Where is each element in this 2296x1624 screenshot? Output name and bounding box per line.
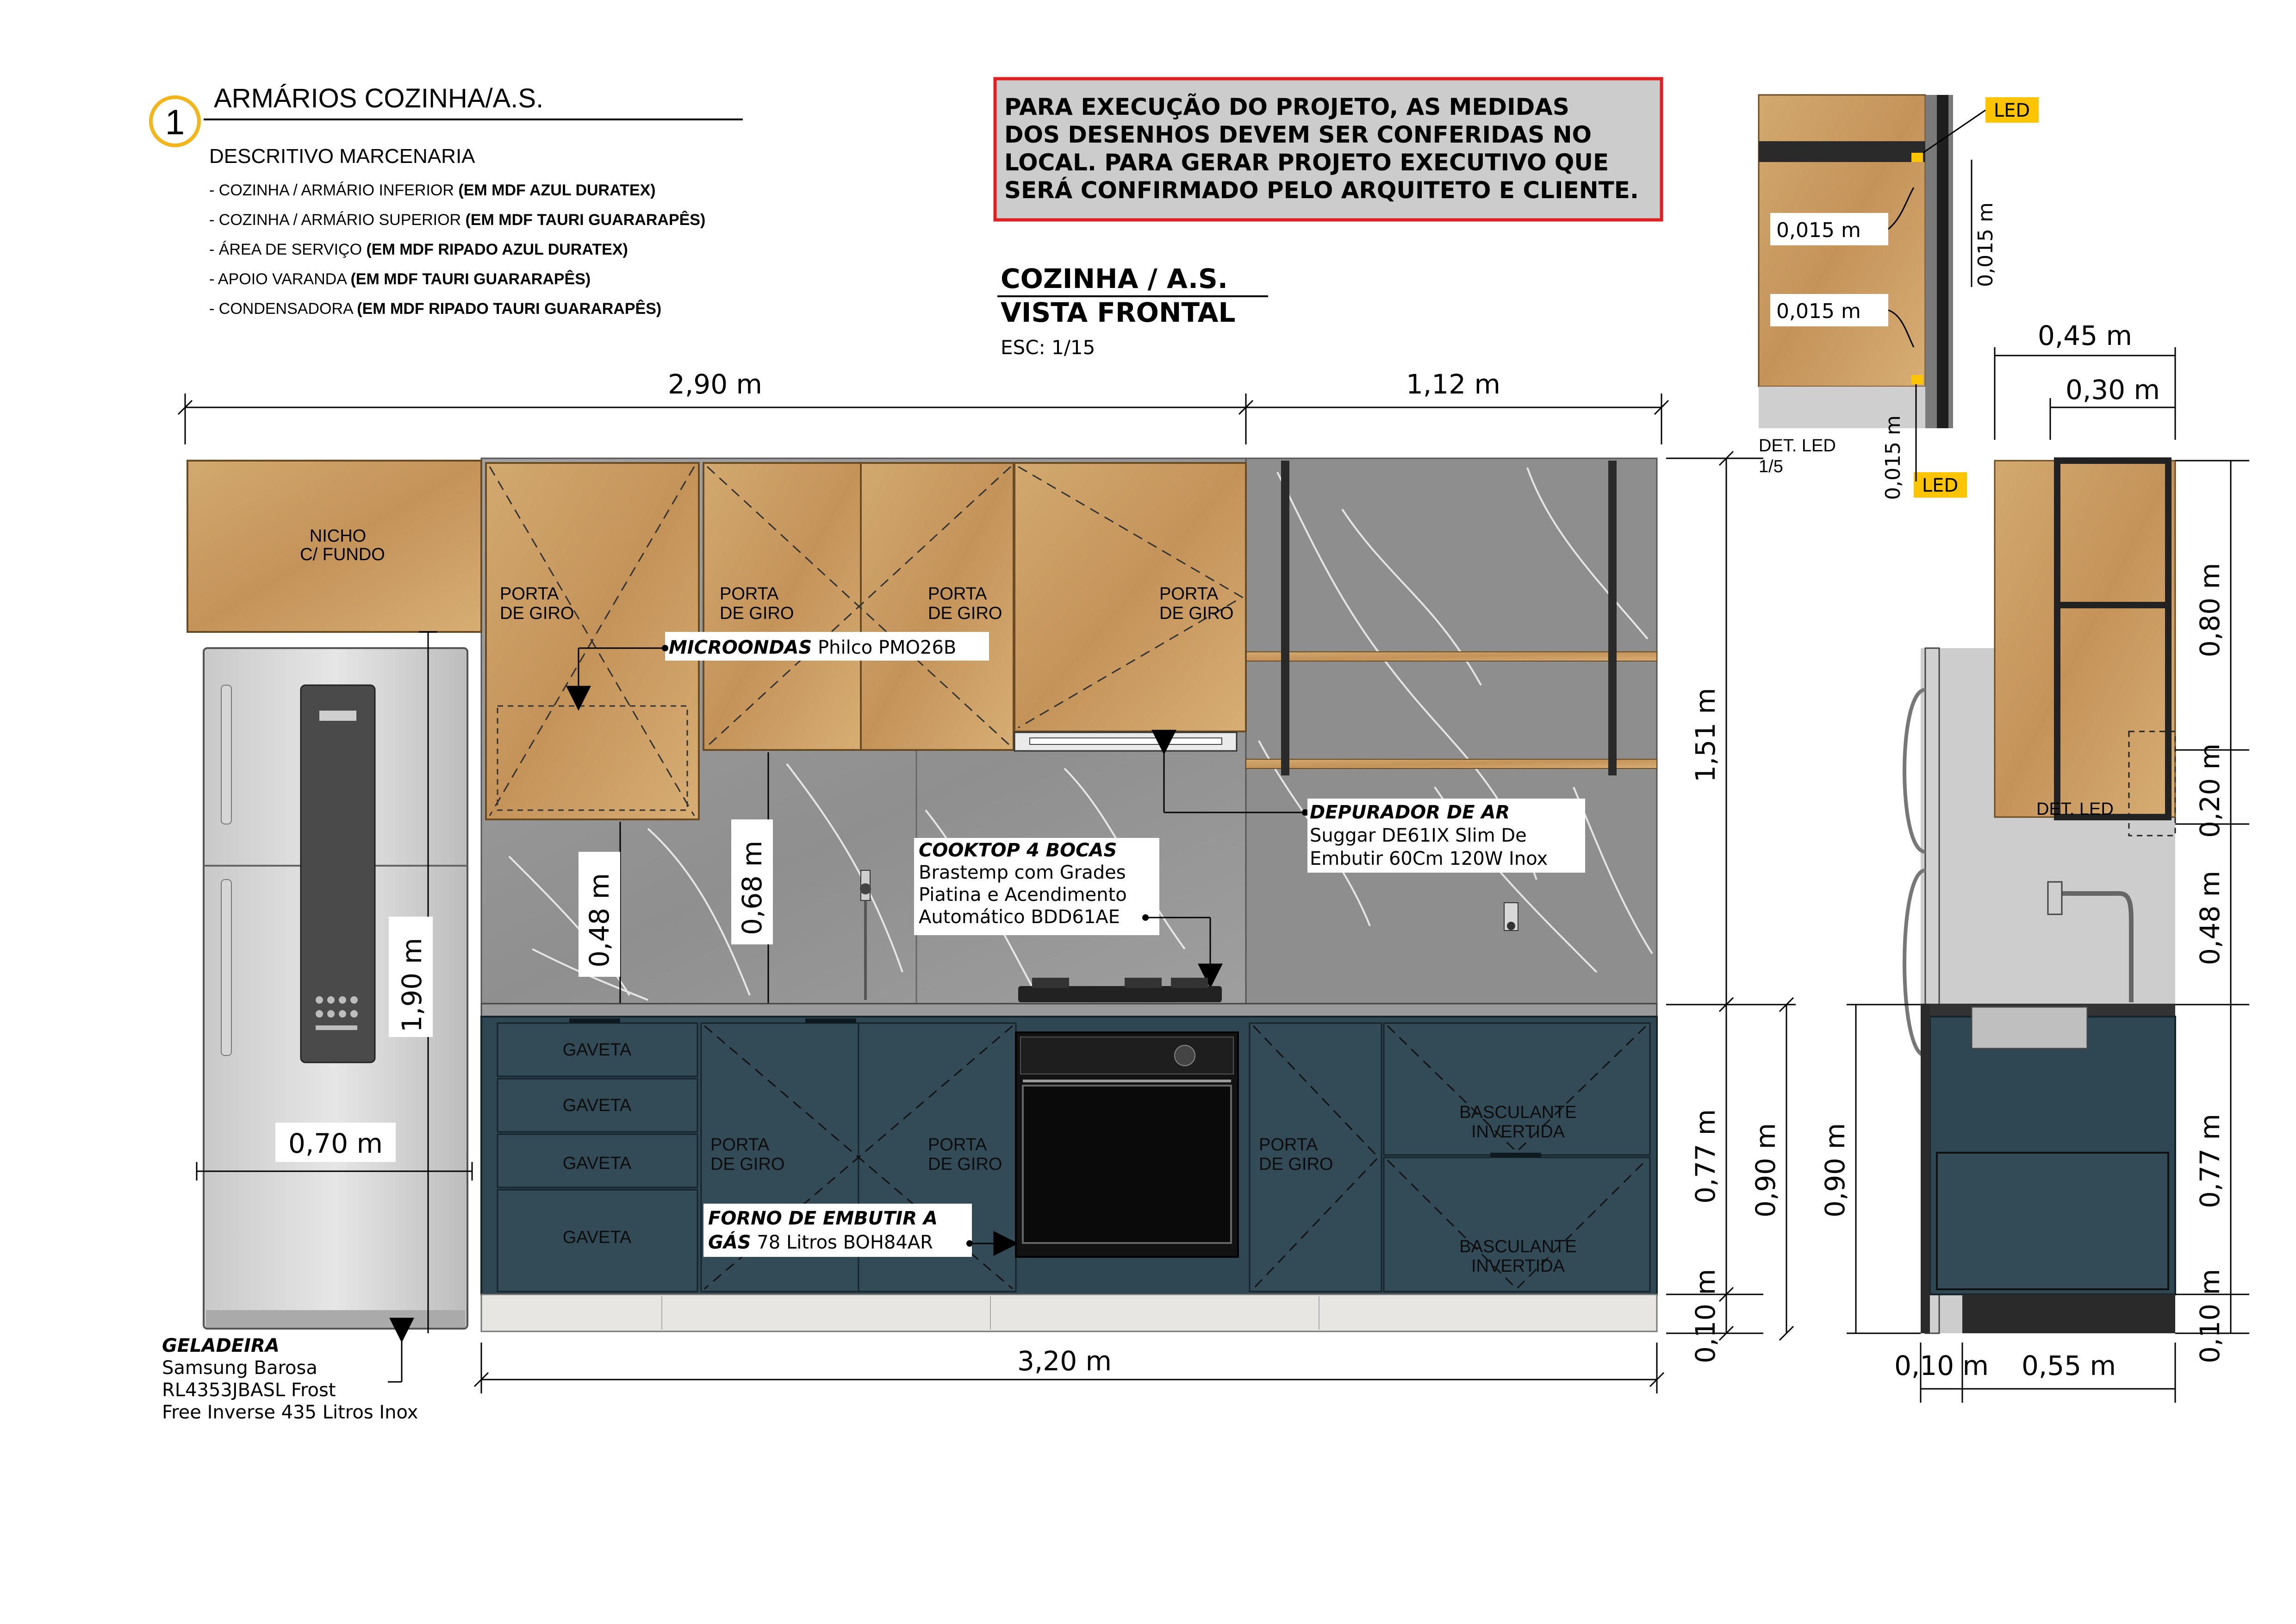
- shelf-bracket: [1608, 461, 1617, 775]
- side-drawer: [1937, 1153, 2168, 1289]
- header-title: ARMÁRIOS COZINHA/A.S.: [214, 83, 544, 113]
- dimension-top: [178, 394, 1668, 444]
- detail-dim: 0,015 m: [1881, 415, 1905, 500]
- door-label: DE GIRO: [1159, 604, 1234, 623]
- callout-text: Suggar DE61IX Slim De: [1310, 825, 1527, 846]
- basculante-label: BASCULANTE: [1459, 1237, 1577, 1256]
- basculante-label: INVERTIDA: [1471, 1256, 1565, 1276]
- drawer-label: GAVETA: [562, 1096, 632, 1115]
- side-dim-077: 0,77 m: [2194, 1113, 2226, 1208]
- side-dim-020: 0,20 m: [2194, 743, 2226, 838]
- dim-lower-090: 0,90 m: [1750, 1123, 1781, 1218]
- detail-dim: 0,015 m: [1974, 202, 1997, 287]
- notice-line: LOCAL. PARA GERAR PROJETO EXECUTIVO QUE: [1004, 149, 1609, 176]
- shelf-bracket: [1281, 461, 1289, 775]
- plinth: [481, 1294, 1657, 1331]
- dim-plinth-010: 0,10 m: [1690, 1268, 1721, 1363]
- dim-backsplash-048: 0,48 m: [584, 873, 615, 968]
- drawer-label: GAVETA: [562, 1154, 632, 1173]
- fridge-display-logo: [319, 711, 356, 721]
- header-item: - ÁREA DE SERVIÇO (EM MDF RIPADO AZUL DURATEX): [209, 241, 628, 258]
- callout-text: Embutir 60Cm 120W Inox: [1310, 848, 1548, 869]
- view-number: 1: [165, 103, 185, 142]
- callout-text: GÁS 78 Litros BOH84AR: [708, 1232, 933, 1253]
- led-detail: [1759, 95, 2039, 500]
- side-dim-w055: 0,55 m: [2021, 1350, 2116, 1381]
- callout-text: Free Inverse 435 Litros Inox: [162, 1402, 418, 1423]
- side-dim-010: 0,10 m: [2194, 1268, 2226, 1363]
- view-title-line2: VISTA FRONTAL: [1001, 297, 1236, 328]
- oven-panel: [1020, 1037, 1233, 1074]
- door-label: DE GIRO: [928, 604, 1002, 623]
- countertop: [481, 1004, 1657, 1017]
- door-label: PORTA: [720, 584, 779, 604]
- door-label: PORTA: [1259, 1135, 1318, 1155]
- lower-cabinets: [481, 1017, 1657, 1294]
- detail-label: DET. LED: [1759, 436, 1836, 456]
- side-plinth: [1962, 1294, 2175, 1333]
- range-hood-slot: [1030, 738, 1222, 744]
- side-panel: [1921, 1004, 1930, 1333]
- header-item: - COZINHA / ARMÁRIO INFERIOR (EM MDF AZUL DURATEX): [209, 181, 656, 199]
- side-dim-048: 0,48 m: [2194, 870, 2226, 965]
- outlet-icon: [1504, 903, 1518, 931]
- dim-upper-height: 1,51 m: [1690, 687, 1721, 782]
- shelf: [1246, 652, 1657, 661]
- door-label: DE GIRO: [1259, 1155, 1333, 1174]
- side-dim-045: 0,45 m: [2037, 320, 2133, 351]
- led-label: LED: [1993, 100, 2030, 121]
- view-scale: ESC: 1/15: [1001, 336, 1095, 359]
- callout-text: RL4353JBASL Frost: [162, 1380, 336, 1401]
- led-strip: [1911, 153, 1923, 162]
- dim-bottom: 3,20 m: [1017, 1345, 1112, 1377]
- header-items: [209, 181, 705, 318]
- view-title: [997, 263, 1268, 359]
- callout-text: Automático BDD61AE: [919, 906, 1120, 928]
- drawer-label: GAVETA: [562, 1228, 632, 1247]
- door-label: DE GIRO: [500, 604, 574, 623]
- notice-box: [995, 79, 1661, 220]
- door-label: DE GIRO: [720, 604, 794, 623]
- door-label: DE GIRO: [928, 1155, 1002, 1174]
- dim-fridge-width: 0,70 m: [288, 1128, 383, 1159]
- led-label: LED: [1922, 475, 1959, 496]
- notice-line: SERÁ CONFIRMADO PELO ARQUITETO E CLIENTE.: [1004, 177, 1639, 204]
- side-dim-090: 0,90 m: [1819, 1123, 1851, 1218]
- fridge-display-panel: [301, 685, 375, 1062]
- detail-frame: [1937, 95, 1948, 428]
- nicho-label: C/ FUNDO: [300, 545, 385, 564]
- dim-fridge-height: 1,90 m: [396, 937, 428, 1032]
- shelf: [1246, 759, 1657, 768]
- side-sink: [1972, 1007, 2087, 1049]
- door-label: PORTA: [500, 584, 559, 604]
- detail-dim: 0,015 m: [1776, 300, 1861, 323]
- callout-title: DEPURADOR DE AR: [1310, 802, 1510, 823]
- notice-line: DOS DESENHOS DEVEM SER CONFERIDAS NO: [1004, 121, 1592, 148]
- door-label: PORTA: [1159, 584, 1219, 604]
- callout-forno: [703, 1204, 1016, 1257]
- callout-fridge: [162, 1335, 418, 1423]
- callout-text: MICROONDAS Philco PMO26B: [669, 637, 957, 658]
- callout-title: COOKTOP 4 BOCAS: [919, 840, 1117, 861]
- callout-title: GELADEIRA: [162, 1335, 280, 1356]
- fridge-base: [206, 1310, 465, 1328]
- drawer-label: GAVETA: [562, 1040, 632, 1060]
- dim-lower-077: 0,77 m: [1690, 1109, 1721, 1204]
- dim-top-right: 1,12 m: [1406, 369, 1501, 400]
- header-block: [151, 83, 743, 318]
- header-subtitle: DESCRITIVO MARCENARIA: [209, 145, 475, 168]
- header-item: - CONDENSADORA (EM MDF RIPADO TAURI GUARARAPÊS): [209, 300, 662, 318]
- side-dim-030: 0,30 m: [2065, 374, 2160, 406]
- side-dim-w010: 0,10 m: [1894, 1350, 1989, 1381]
- callout-text: Samsung Barosa: [162, 1357, 317, 1379]
- door-label: PORTA: [928, 584, 987, 604]
- dim-top-left: 2,90 m: [667, 369, 763, 400]
- notice-line: PARA EXECUÇÃO DO PROJETO, AS MEDIDAS: [1004, 94, 1569, 120]
- header-item: - COZINHA / ARMÁRIO SUPERIOR (EM MDF TAURI GUARARAPÊS): [209, 211, 706, 229]
- view-title-line1: COZINHA / A.S.: [1001, 263, 1228, 294]
- detail-scale: 1/5: [1759, 457, 1783, 476]
- side-upper-cabinet: [1995, 461, 2175, 817]
- door-label: DE GIRO: [710, 1155, 785, 1174]
- marble-wall-right: [1246, 458, 1657, 1005]
- front-view: [162, 369, 1796, 1423]
- led-strip: [1911, 375, 1923, 384]
- fridge-handle: [221, 880, 231, 1056]
- basculante-label: INVERTIDA: [1471, 1122, 1565, 1142]
- oven-window: [1023, 1086, 1231, 1243]
- fridge-handle: [221, 685, 231, 824]
- door-label: PORTA: [710, 1135, 770, 1155]
- callout-title: FORNO DE EMBUTIR A: [708, 1208, 938, 1229]
- header-item: - APOIO VARANDA (EM MDF TAURI GUARARAPÊS): [209, 270, 591, 288]
- nicho-label: NICHO: [309, 526, 367, 546]
- callout-text: Brastemp com Grades: [919, 862, 1126, 883]
- door-label: PORTA: [928, 1135, 987, 1155]
- callout-text: Piatina e Acendimento: [919, 884, 1127, 906]
- side-shelf-bar: [2057, 602, 2168, 608]
- basculante-label: BASCULANTE: [1459, 1103, 1577, 1122]
- side-dim-080: 0,80 m: [2194, 562, 2226, 657]
- side-det-led: DET. LED: [2036, 800, 2114, 819]
- dim-backsplash-068: 0,68 m: [736, 840, 768, 935]
- detail-dim: 0,015 m: [1776, 219, 1861, 242]
